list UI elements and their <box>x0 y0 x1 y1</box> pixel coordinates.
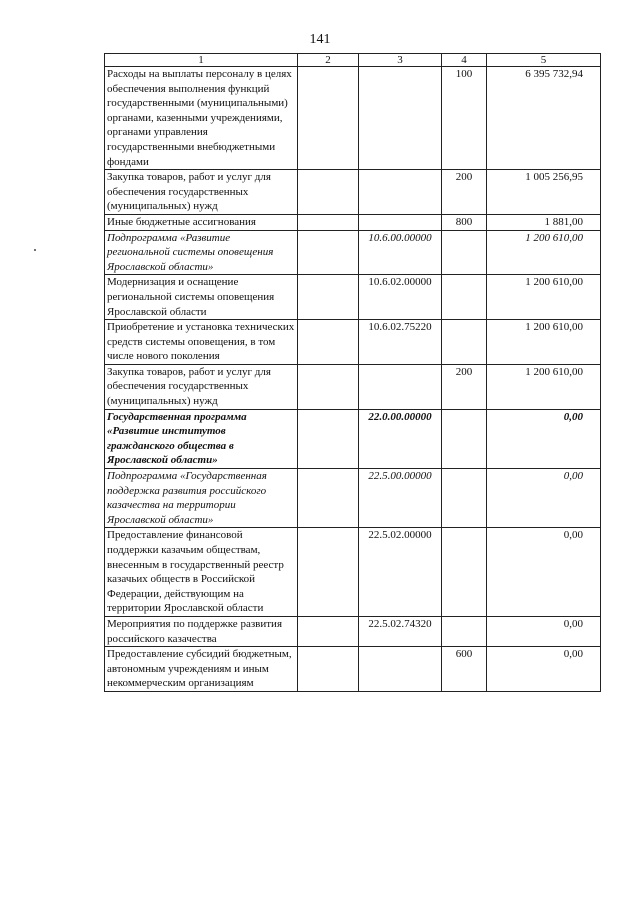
table-row <box>105 170 601 215</box>
table-row <box>105 364 601 409</box>
table-row <box>105 230 601 275</box>
row-amount-cell: 1 200 610,00 <box>487 320 601 365</box>
row-name-cell: Предоставление финансовой поддержки казачьим обществам, внесенным в государственный реестр казачьих обществ в Российской Федерации, действующим на территории Ярославской области <box>105 528 298 617</box>
row-name-cell: Подпрограмма «Государственная поддержка развития российского казачества на территории Ярославской области» <box>105 469 298 528</box>
row-code-cell <box>359 67 442 170</box>
row-col2-cell <box>298 647 359 692</box>
row-col2-cell <box>298 409 359 468</box>
table-row <box>105 528 601 617</box>
row-kind-cell <box>442 528 487 617</box>
row-code-cell: 10.6.02.75220 <box>359 320 442 365</box>
row-name-cell: Мероприятия по поддержке развития российского казачества <box>105 616 298 646</box>
table-row <box>105 647 601 692</box>
row-name-cell: Модернизация и оснащение региональной системы оповещения Ярославской области <box>105 275 298 320</box>
table-row <box>105 214 601 230</box>
table-row <box>105 616 601 646</box>
row-amount-cell: 0,00 <box>487 647 601 692</box>
row-amount-cell: 0,00 <box>487 528 601 617</box>
row-code-cell: 22.5.02.00000 <box>359 528 442 617</box>
column-header: 1 <box>105 54 298 67</box>
row-col2-cell <box>298 616 359 646</box>
column-header: 2 <box>298 54 359 67</box>
row-code-cell: 22.5.00.00000 <box>359 469 442 528</box>
row-code-cell: 22.5.02.74320 <box>359 616 442 646</box>
row-name-cell: Закупка товаров, работ и услуг для обеспечения государственных (муниципальных) нужд <box>105 364 298 409</box>
row-code-cell <box>359 170 442 215</box>
table-row <box>105 67 601 170</box>
row-code-cell: 22.0.00.00000 <box>359 409 442 468</box>
column-header: 5 <box>487 54 601 67</box>
row-name-cell: Закупка товаров, работ и услуг для обеспечения государственных (муниципальных) нужд <box>105 170 298 215</box>
table-row <box>105 275 601 320</box>
row-kind-cell: 800 <box>442 214 487 230</box>
row-col2-cell <box>298 469 359 528</box>
row-kind-cell: 200 <box>442 170 487 215</box>
page-number: 141 <box>309 32 331 47</box>
row-code-cell <box>359 647 442 692</box>
row-col2-cell <box>298 528 359 617</box>
column-header: 4 <box>442 54 487 67</box>
row-amount-cell: 1 200 610,00 <box>487 275 601 320</box>
row-col2-cell <box>298 170 359 215</box>
row-name-cell: Иные бюджетные ассигнования <box>105 214 298 230</box>
row-kind-cell <box>442 320 487 365</box>
row-amount-cell: 0,00 <box>487 469 601 528</box>
row-name-cell: Приобретение и установка технических средств системы оповещения, в том числе нового поколения <box>105 320 298 365</box>
table-row <box>105 469 601 528</box>
row-kind-cell <box>442 230 487 275</box>
row-col2-cell <box>298 320 359 365</box>
row-name-cell: Государственная программа «Развитие институтов гражданского общества в Ярославской области» <box>105 409 298 468</box>
row-kind-cell <box>442 616 487 646</box>
budget-table <box>104 53 601 692</box>
row-name-cell: Расходы на выплаты персоналу в целях обеспечения выполнения функций государственными (муниципальными) органами, казенными учреждениями, органами управления государственными внебюджетными фондами <box>105 67 298 170</box>
table-row <box>105 320 601 365</box>
column-header: 3 <box>359 54 442 67</box>
row-amount-cell: 6 395 732,94 <box>487 67 601 170</box>
row-kind-cell <box>442 469 487 528</box>
table-body <box>105 67 601 692</box>
row-kind-cell <box>442 409 487 468</box>
row-col2-cell <box>298 67 359 170</box>
row-amount-cell: 0,00 <box>487 616 601 646</box>
row-code-cell: 10.6.00.00000 <box>359 230 442 275</box>
row-amount-cell: 1 200 610,00 <box>487 364 601 409</box>
row-amount-cell: 1 881,00 <box>487 214 601 230</box>
row-col2-cell <box>298 230 359 275</box>
row-kind-cell: 100 <box>442 67 487 170</box>
table-row <box>105 409 601 468</box>
row-code-cell <box>359 214 442 230</box>
row-amount-cell: 1 005 256,95 <box>487 170 601 215</box>
header-row <box>105 54 601 67</box>
row-amount-cell: 1 200 610,00 <box>487 230 601 275</box>
row-kind-cell: 200 <box>442 364 487 409</box>
row-name-cell: Предоставление субсидий бюджетным, автономным учреждениям и иным некоммерческим организациям <box>105 647 298 692</box>
row-col2-cell <box>298 275 359 320</box>
row-name-cell: Подпрограмма «Развитие региональной системы оповещения Ярославской области» <box>105 230 298 275</box>
row-code-cell <box>359 364 442 409</box>
row-kind-cell: 600 <box>442 647 487 692</box>
row-amount-cell: 0,00 <box>487 409 601 468</box>
row-kind-cell <box>442 275 487 320</box>
scan-speck <box>34 249 36 251</box>
row-col2-cell <box>298 214 359 230</box>
row-code-cell: 10.6.02.00000 <box>359 275 442 320</box>
row-col2-cell <box>298 364 359 409</box>
